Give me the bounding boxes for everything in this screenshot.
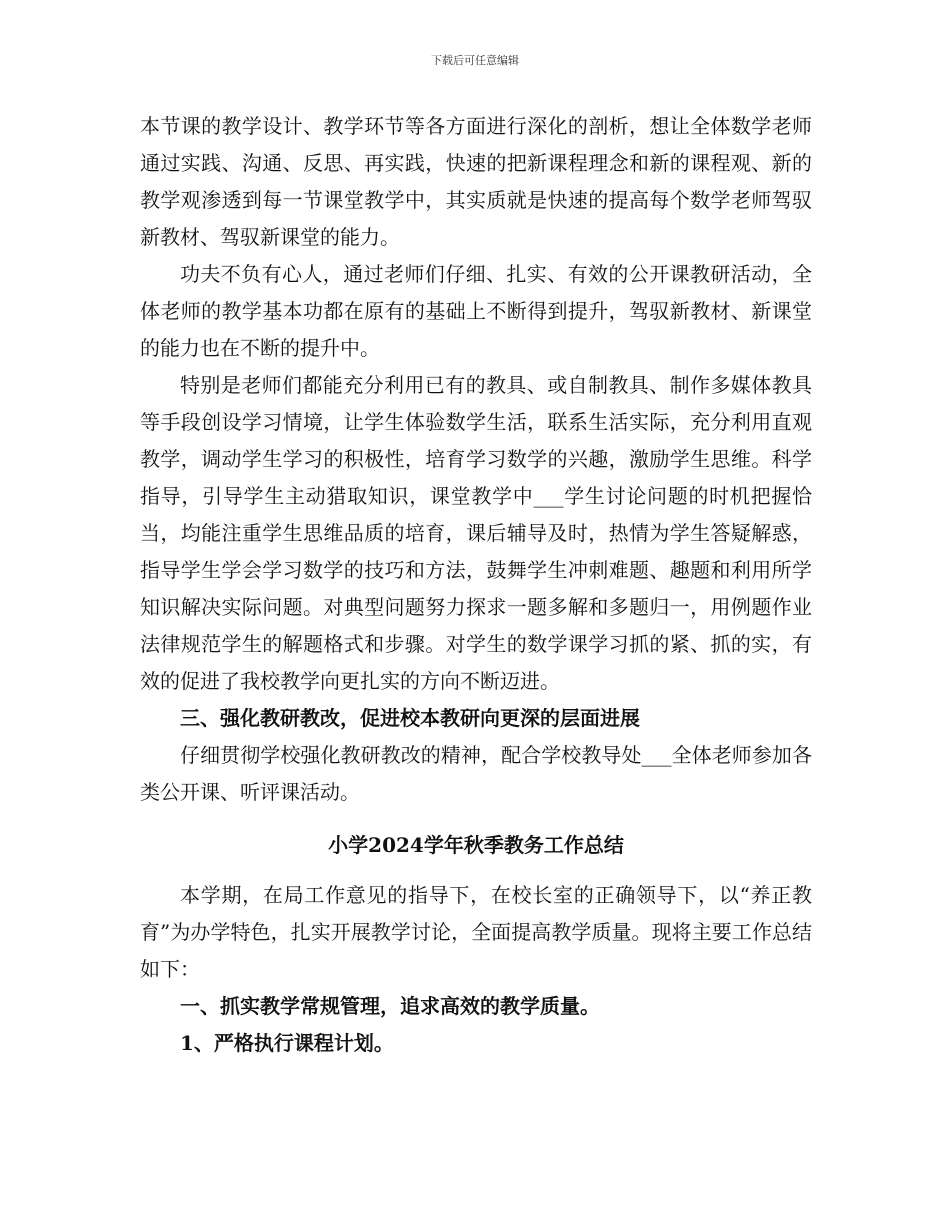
paragraph-1: 本节课的教学设计、教学环节等各方面进行深化的剖析，想让全体数学老师通过实践、沟通、反思、再实践，快速的把新课程理念和新的课程观、新的教学观渗透到每一节课堂教学中，其实质就是快速的提高每个数学老师驾驭新教材、驾驭新课堂的能力。 xyxy=(140,114,812,249)
document-title: 小学2024学年秋季教务工作总结 xyxy=(328,833,624,857)
paragraph-2: 功夫不负有心人，通过老师们仔细、扎实、有效的公开课教研活动，全体老师的教学基本功都在原有的基础上不断得到提升，驾驭新教材、新课堂的能力也在不断的提升中。 xyxy=(140,262,812,360)
subsection-heading-1-1: 1、严格执行课程计划。 xyxy=(180,1031,394,1055)
paragraph-5: 本学期，在局工作意见的指导下，在校长室的正确领导下，以“养正教育”为办学特色，扎实开展教学讨论，全面提高教学质量。现将主要工作总结如下： xyxy=(140,883,812,981)
page-header: 下载后可任意编辑 xyxy=(431,54,519,67)
document-body xyxy=(140,108,812,1062)
section-heading-3: 三、强化教研教改，促进校本教研向更深的层面进展 xyxy=(180,706,640,730)
paragraph-3: 特别是老师们都能充分利用已有的教具、或自制教具、制作多媒体教具等手段创设学习情境，让学生体验数学生活，联系生活实际，充分利用直观教学，调动学生学习的积极性，培育学习数学的兴趣，激励学生思维。科学指导，引导学生主动猎取知识，课堂教学中___学生讨论问题的时机把握恰当，均能注重学生思维品质的培育，课后辅导及时，热情为学生答疑解惑，指导学生学会学习数学的技巧和方法，鼓舞学生冲刺难题、趣题和利用所学知识解决实际问题。对典型问题努力探求一题多解和多题归一，用例题作业法律规范学生的解题格式和步骤。对学生的数学课学习抓的紧、抓的实，有效的促进了我校教学向更扎实的方向不断迈进。 xyxy=(140,373,812,693)
paragraph-4: 仔细贯彻学校强化教研教改的精神，配合学校教导处___全体老师参加各类公开课、听评课活动。 xyxy=(140,743,812,804)
section-heading-1: 一、抓实教学常规管理，追求高效的教学质量。 xyxy=(180,994,600,1018)
